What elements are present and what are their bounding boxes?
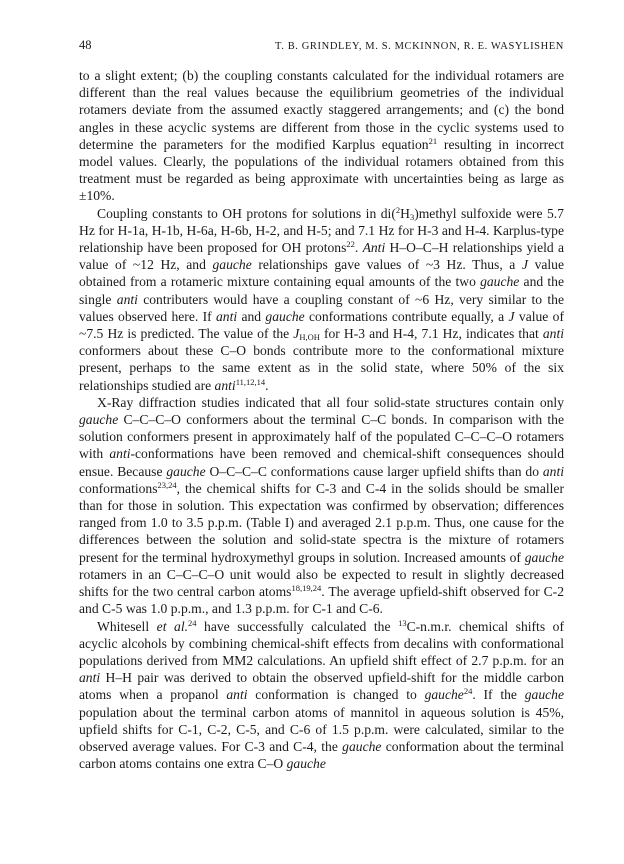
text-run: for H-3 and H-4, 7.1 Hz, indicates that bbox=[319, 326, 543, 342]
text-run: O–C–C–C conformations cause larger upfield shifts than do bbox=[205, 463, 543, 479]
italic-text: gauche bbox=[79, 412, 119, 428]
text-run: conformations bbox=[79, 480, 158, 496]
paragraph bbox=[79, 67, 564, 205]
superscript: 23,24 bbox=[157, 479, 177, 490]
italic-text: gauche bbox=[286, 756, 326, 772]
text-run: X-Ray diffraction studies indicated that all four solid-state structures contain only bbox=[97, 394, 564, 410]
text-run: . If the bbox=[472, 687, 525, 703]
text-run: Coupling constants to OH protons for solutions in di( bbox=[97, 205, 396, 221]
italic-text: gauche bbox=[480, 274, 520, 290]
text-run: C–C–C–O conformers about the terminal C–C bonds. In comparison with the solution conformers present in approximately half of the populated C–C–C–O rotamers with bbox=[79, 412, 564, 462]
italic-text: anti bbox=[109, 446, 131, 462]
italic-text: anti bbox=[215, 308, 238, 324]
superscript: 11,12,14 bbox=[235, 376, 266, 387]
superscript: 24 bbox=[188, 617, 197, 628]
subscript: H,OH bbox=[299, 332, 320, 343]
italic-text: J bbox=[521, 257, 528, 273]
italic-text: anti bbox=[214, 377, 236, 393]
text-run: H–O–C–H relationships yield a value of ~12 Hz, and bbox=[79, 240, 565, 273]
paragraph bbox=[79, 205, 564, 394]
italic-text: Anti bbox=[362, 240, 386, 256]
text-run: rotamers in an C–C–C–O unit would also be expected to result in slightly decreased shifts for the two central carbon atoms bbox=[79, 566, 564, 600]
italic-text: anti bbox=[79, 670, 101, 686]
italic-text: anti bbox=[116, 291, 138, 307]
text-run: )methyl sulfoxide were 5.7 Hz for H-1a, H-1b, H-6a, H-6b, H-2, and H-5; and 7.1 Hz for H-3 and H-4. Karplus-type relationship have been proposed for OH protons bbox=[79, 205, 564, 256]
text-run: and bbox=[237, 308, 266, 324]
text-run: H bbox=[400, 205, 410, 221]
text-run: and the single bbox=[79, 274, 564, 307]
text-run: value of ~7.5 Hz is predicted. The value of the bbox=[79, 308, 564, 342]
text-run: relationships gave values of ~3 Hz. Thus, a bbox=[251, 257, 522, 273]
paragraph bbox=[79, 618, 564, 773]
italic-text: gauche bbox=[342, 738, 382, 754]
paragraph bbox=[79, 394, 564, 618]
text-run: to a slight extent; (b) the coupling constants calculated for the individual rotamers are different than the real values because the equilibrium geometries of the individual rotamers deviate from the assumed exactly staggered arrangements; and (c) the bond angles in these acyclic systems are different from those in the cyclic systems used to determine the parameters for the modified Karplus equation bbox=[79, 68, 564, 152]
superscript: 2 bbox=[395, 204, 401, 215]
running-head: T. B. GRINDLEY, M. S. MCKINNON, R. E. WASYLISHEN bbox=[275, 41, 564, 52]
italic-text: anti bbox=[226, 687, 248, 703]
text-run: resulting in incorrect model values. Clearly, the populations of the individual rotamers obtained from this treatment must be regarded as being approximate with uncertainties being as large as ±10%. bbox=[79, 136, 564, 204]
italic-text: gauche bbox=[265, 308, 305, 324]
superscript: 24 bbox=[463, 686, 473, 697]
text-run: . bbox=[265, 377, 269, 393]
italic-text: J bbox=[508, 308, 515, 324]
text-run: conformers about these C–O bonds contribute more to the conformational mixture present, perhaps to the same extent as in the solid state, where 50% of the six relationships studied are bbox=[79, 343, 564, 393]
text-run: -conformations have been removed and chemical-shift consequences should ensue. Because bbox=[79, 446, 564, 479]
superscript: 22 bbox=[346, 239, 355, 250]
italic-text: J bbox=[293, 326, 300, 342]
italic-text: gauche bbox=[212, 257, 252, 273]
text-run: Whitesell bbox=[97, 618, 157, 634]
text-run: contributers would have a coupling constant of ~6 Hz, very similar to the values observed here. If bbox=[79, 291, 564, 324]
text-run: , the chemical shifts for C-3 and C-4 in the solids should be smaller than for those in solution. This expectation was confirmed by observation; differences ranged from 1.0 to 3.5 p.p.m. (Table I) and averaged 2.1 p.p.m. Thus, one cause for the differences between the solution and solid-state spectra is the mixture of rotamers present for the terminal hydroxymethyl groups in solution. Increased amounts of bbox=[79, 480, 564, 565]
text-run: have successfully calculated the bbox=[196, 618, 399, 634]
text-run: conformation about the terminal carbon atoms contains one extra C–O bbox=[79, 738, 564, 772]
text-run: . bbox=[354, 240, 363, 256]
italic-text: gauche bbox=[166, 463, 206, 479]
text-run: population about the terminal carbon atoms of mannitol in aqueous solution is 45%, upfield shifts for C-1, C-2, C-5, and C-6 of 1.5 p.p.m. were calculated, similar to the observed average values. For C-3 and C-4, the bbox=[79, 704, 564, 754]
italic-text: gauche bbox=[424, 687, 464, 703]
italic-text: et al. bbox=[156, 618, 188, 634]
subscript: 3 bbox=[409, 211, 415, 222]
text-run: conformations contribute equally, a bbox=[304, 308, 509, 324]
text-run: C-n.m.r. chemical shifts of acyclic alcohols by combining chemical-shift effects from decalins with conformational populations derived from MM2 calculations. An upfield shift effect of 2.7 p.p.m. for an bbox=[79, 618, 564, 668]
page-header bbox=[79, 38, 564, 53]
text-run: H–H pair was derived to obtain the observed upfield-shift for the middle carbon atoms when a propanol bbox=[79, 670, 564, 703]
page-number: 48 bbox=[79, 38, 92, 52]
italic-text: gauche bbox=[524, 687, 564, 703]
body-text bbox=[79, 67, 564, 772]
superscript: 18,19,24 bbox=[291, 583, 322, 594]
superscript: 13 bbox=[398, 617, 407, 628]
italic-text: gauche bbox=[524, 549, 564, 565]
superscript: 21 bbox=[428, 135, 438, 146]
text-run: . The average upfield-shift observed for C-2 and C-5 was 1.0 p.p.m., and 1.3 p.p.m. for C-1 and C-6. bbox=[79, 584, 564, 617]
italic-text: anti bbox=[542, 463, 564, 479]
italic-text: anti bbox=[542, 326, 565, 342]
text-run: value obtained from a rotameric mixture containing equal amounts of the two bbox=[79, 257, 565, 290]
text-run: conformation is changed to bbox=[247, 687, 425, 703]
